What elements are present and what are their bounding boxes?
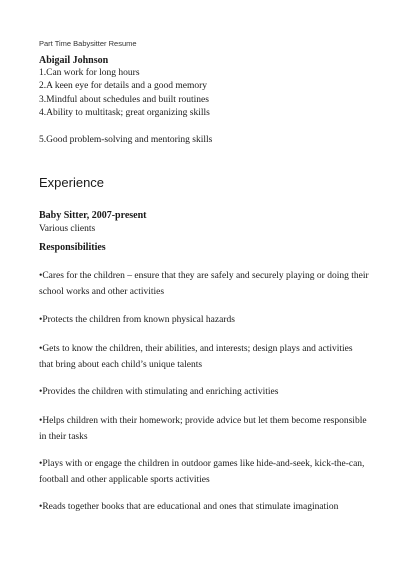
document-title: Part Time Babysitter Resume: [39, 39, 137, 48]
responsibility-item: •Plays with or engage the children in outdoor games like hide-and-seek, kick-the-can, football and other applicable sports activities: [39, 459, 365, 485]
skill-item: 5.Good problem-solving and mentoring skills: [39, 135, 213, 145]
responsibility-item: •Gets to know the children, their abilities, and interests; design plays and activities that bring about each child’s unique talents: [39, 344, 353, 370]
experience-heading: Experience: [39, 175, 105, 190]
applicant-name: Abigail Johnson: [39, 55, 109, 66]
skill-item: 4.Ability to multitask; great organizing skills: [39, 107, 210, 118]
responsibility-item: •Provides the children with stimulating and enriching activities: [39, 387, 279, 397]
responsibilities-heading: Responsibilities: [39, 242, 106, 253]
job-client: Various clients: [39, 224, 96, 234]
skills-list: [39, 67, 210, 120]
responsibility-item: •Protects the children from known physical hazards: [39, 315, 235, 325]
skill-item: 2.A keen eye for details and a good memory: [39, 81, 208, 92]
responsibility-item: •Helps children with their homework; provide advice but let them become responsible in their tasks: [39, 416, 367, 442]
skill-item: 3.Mindful about schedules and built routines: [39, 94, 209, 105]
responsibility-item: •Reads together books that are educational and ones that stimulate imagination: [39, 502, 339, 512]
skill-item: 1.Can work for long hours: [39, 68, 140, 78]
job-title: Baby Sitter, 2007-present: [39, 210, 147, 221]
responsibility-item: •Cares for the children – ensure that they are safely and securely playing or doing their school works and other activities: [39, 271, 369, 297]
